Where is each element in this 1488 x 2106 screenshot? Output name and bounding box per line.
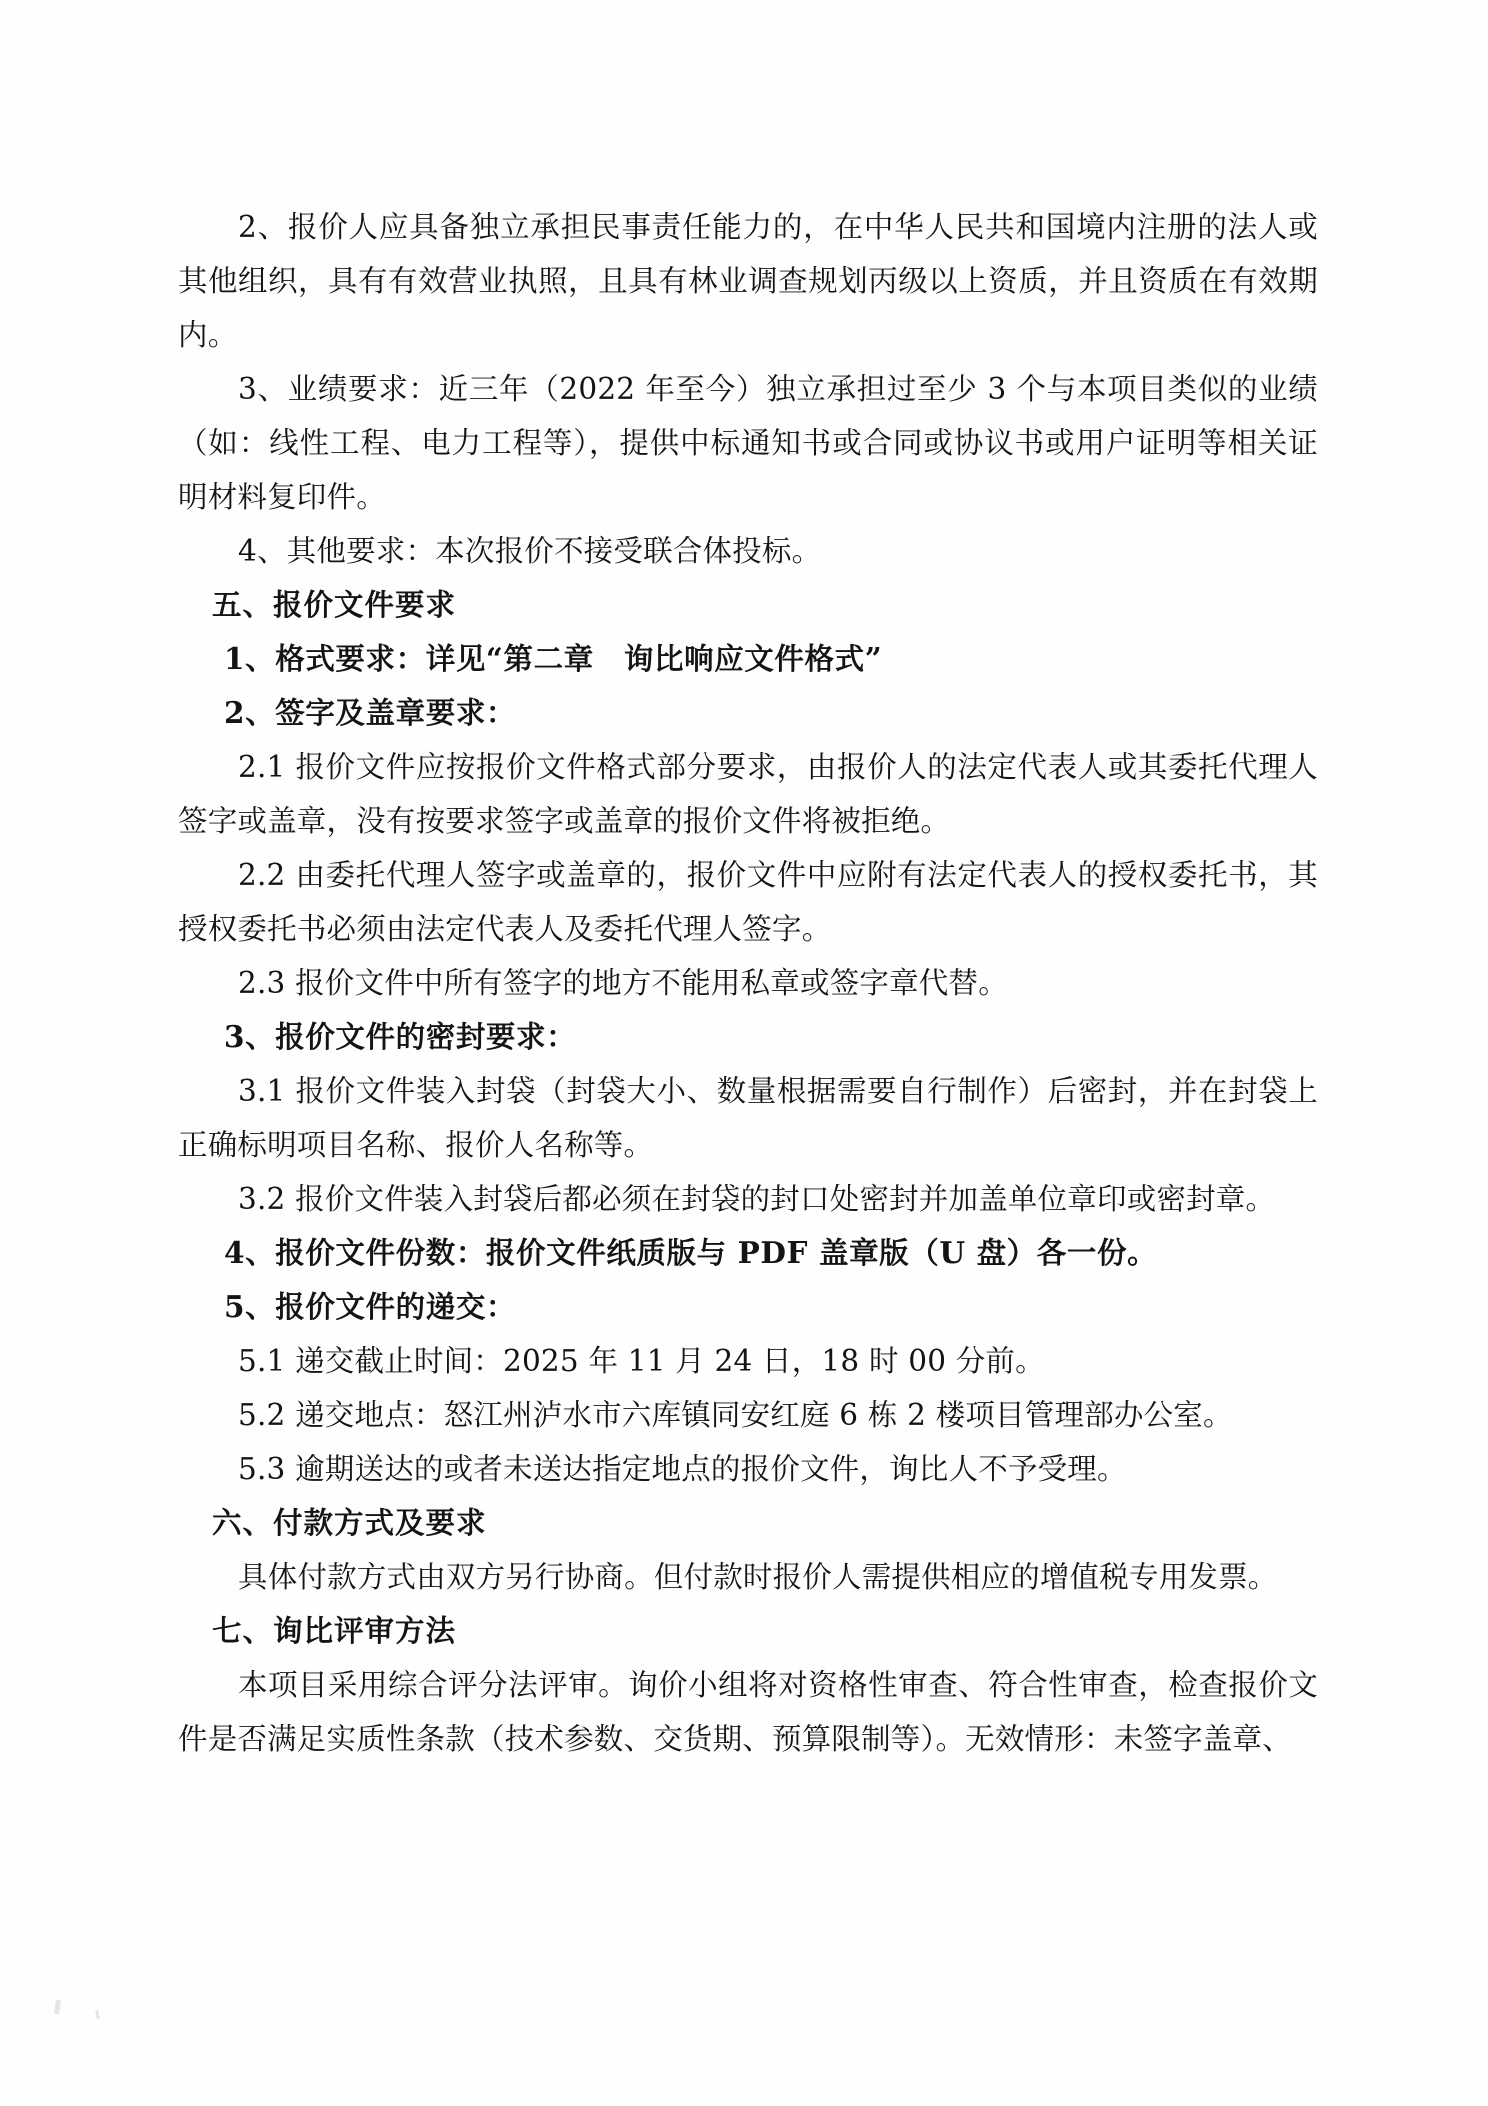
document-body [178,200,1318,1766]
paragraph-clause-2: 2、报价人应具备独立承担民事责任能力的，在中华人民共和国境内注册的法人或其他组织，具有有效营业执照，且具有林业调查规划丙级以上资质，并且资质在有效期内。 [178,210,1318,352]
subheading-sealing-requirements: 3、报价文件的密封要求： [224,1019,577,1054]
paragraph-item-5-2-2: 2.2 由委托代理人签字或盖章的，报价文件中应附有法定代表人的授权委托书，其授权委托书必须由法定代表人及委托代理人签字。 [178,858,1318,946]
scan-artifact [54,2000,61,2015]
paragraph-item-5-5-3: 5.3 逾期送达的或者未送达指定地点的报价文件，询比人不予受理。 [238,1452,1127,1486]
paragraph-item-5-2-1: 2.1 报价文件应按报价文件格式部分要求，由报价人的法定代表人或其委托代理人签字或盖章，没有按要求签字或盖章的报价文件将被拒绝。 [178,750,1318,838]
paragraph-item-5-2-3: 2.3 报价文件中所有签字的地方不能用私章或签字章代替。 [238,966,1008,1000]
scan-artifact [95,2010,100,2019]
subheading-signature-seal-requirements: 2、签字及盖章要求： [224,695,517,730]
paragraph-clause-3: 3、业绩要求：近三年（2022 年至今）独立承担过至少 3 个与本项目类似的业绩（如：线性工程、电力工程等），提供中标通知书或合同或协议书或用户证明等相关证明材料复印件。 [178,372,1318,514]
paragraph-clause-4: 4、其他要求：本次报价不接受联合体投标。 [238,534,822,568]
paragraph-item-5-3-2: 3.2 报价文件装入封袋后都必须在封袋的封口处密封并加盖单位章印或密封章。 [238,1182,1276,1216]
section-heading-6: 六、付款方式及要求 [212,1505,487,1540]
section-heading-7: 七、询比评审方法 [212,1613,457,1648]
section-heading-5: 五、报价文件要求 [212,587,457,622]
paragraph-section-6-body: 具体付款方式由双方另行协商。但付款时报价人需提供相应的增值税专用发票。 [238,1560,1278,1594]
paragraph-item-5-3-1: 3.1 报价文件装入封袋（封袋大小、数量根据需要自行制作）后密封，并在封袋上正确标明项目名称、报价人名称等。 [178,1074,1318,1162]
subheading-copies-count: 4、报价文件份数：报价文件纸质版与 PDF 盖章版（U 盘）各一份。 [224,1235,1158,1270]
paragraph-section-7-body: 本项目采用综合评分法评审。询价小组将对资格性审查、符合性审查，检查报价文件是否满足实质性条款（技术参数、交货期、预算限制等）。无效情形：未签字盖章、 [178,1668,1318,1756]
paragraph-item-5-5-2: 5.2 递交地点：怒江州泸水市六库镇同安红庭 6 栋 2 楼项目管理部办公室。 [238,1398,1233,1432]
paragraph-item-5-5-1: 5.1 递交截止时间：2025 年 11 月 24 日，18 时 00 分前。 [238,1344,1045,1378]
subheading-submission: 5、报价文件的递交： [224,1289,517,1324]
subheading-format-requirements: 1、格式要求：详见“第二章 询比响应文件格式” [224,641,883,676]
